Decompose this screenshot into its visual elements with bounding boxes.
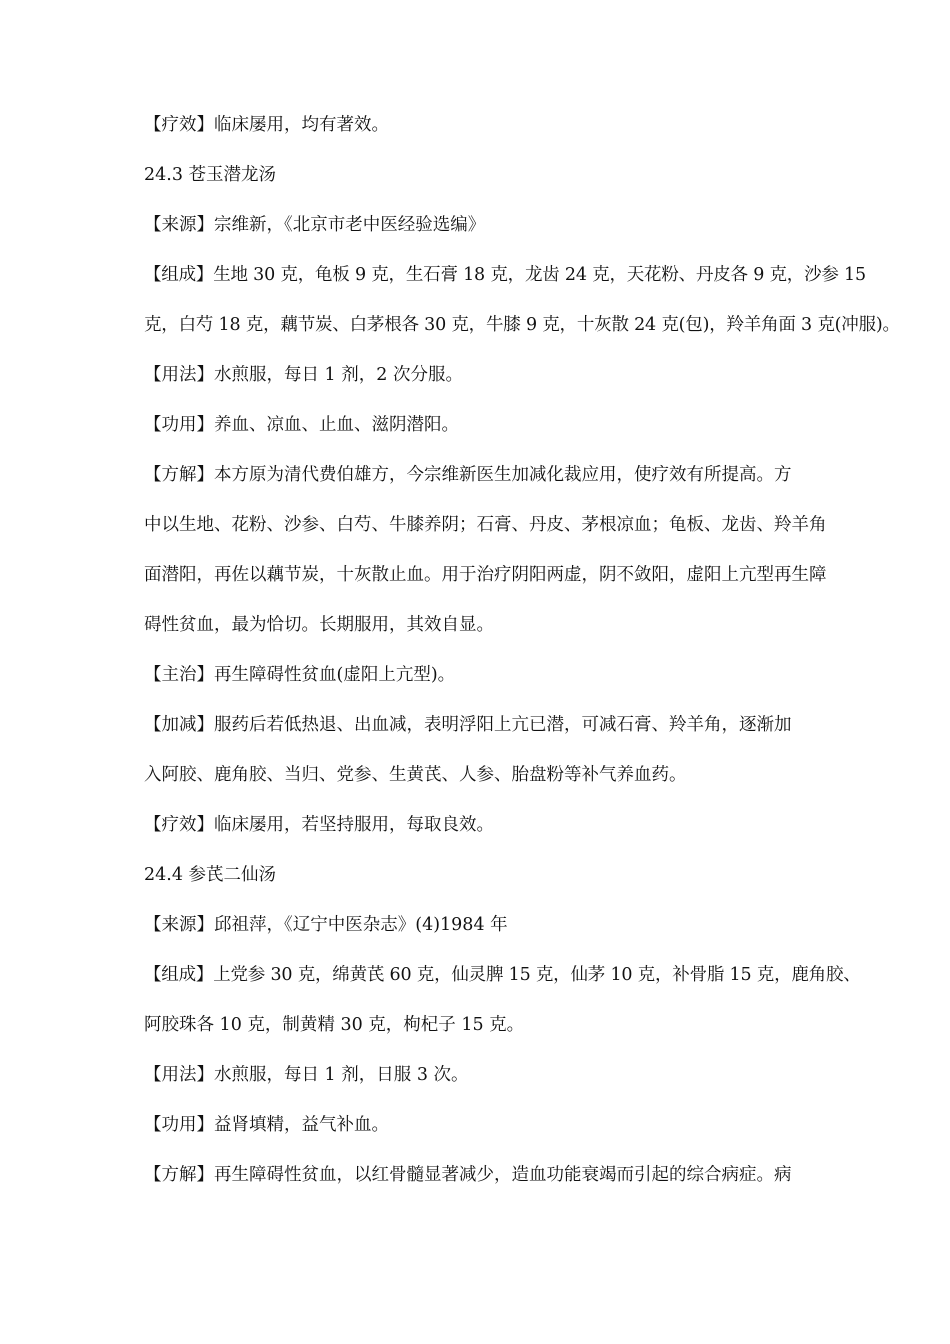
text-line: 【来源】邱祖萍，《辽宁中医杂志》(4)1984 年: [144, 915, 508, 935]
text-line: 【方解】再生障碍性贫血，以红骨髓显著减少，造血功能衰竭而引起的综合病症。病: [144, 1165, 792, 1185]
text-line: 中以生地、花粉、沙参、白芍、牛膝养阴；石膏、丹皮、茅根凉血；龟板、龙齿、羚羊角: [144, 515, 827, 535]
text-line: 【主治】再生障碍性贫血(虚阳上亢型)。: [144, 665, 456, 685]
text-line: 【组成】生地 30 克，龟板 9 克，生石膏 18 克，龙齿 24 克，天花粉、丹皮各 9 克，沙参 15: [144, 265, 866, 285]
text-line: 【用法】水煎服，每日 1 剂，2 次分服。: [144, 365, 463, 385]
text-line: 【功用】益肾填精，益气补血。: [144, 1115, 389, 1135]
text-line: 入阿胶、鹿角胶、当归、党参、生黄芪、人参、胎盘粉等补气养血药。: [144, 765, 687, 785]
document-page: [144, 108, 924, 1208]
text-line: 阿胶珠各 10 克，制黄精 30 克，枸杞子 15 克。: [144, 1015, 525, 1035]
text-line: 【加减】服药后若低热退、出血减，表明浮阳上亢已潜，可减石膏、羚羊角，逐渐加: [144, 715, 792, 735]
text-line: 【功用】养血、凉血、止血、滋阴潜阳。: [144, 415, 459, 435]
section-heading: 24.4 参芪二仙汤: [144, 865, 277, 885]
text-line: 【疗效】临床屡用，若坚持服用，每取良效。: [144, 815, 494, 835]
text-line: 【疗效】临床屡用，均有著效。: [144, 115, 389, 135]
text-line: 【组成】上党参 30 克，绵黄芪 60 克，仙灵脾 15 克，仙茅 10 克，补骨脂 15 克，鹿角胶、: [144, 965, 861, 985]
text-line: 面潜阳，再佐以藕节炭，十灰散止血。用于治疗阴阳两虚，阴不敛阳，虚阳上亢型再生障: [144, 565, 827, 585]
text-line: 【用法】水煎服，每日 1 剂，日服 3 次。: [144, 1065, 469, 1085]
text-line: 【方解】本方原为清代费伯雄方，今宗维新医生加减化裁应用，使疗效有所提高。方: [144, 465, 792, 485]
section-heading: 24.3 苍玉潜龙汤: [144, 165, 277, 185]
text-line: 碍性贫血，最为恰切。长期服用，其效自显。: [144, 615, 494, 635]
text-line: 【来源】宗维新，《北京市老中医经验选编》: [144, 215, 486, 235]
text-line: 克，白芍 18 克，藕节炭、白茅根各 30 克，牛膝 9 克，十灰散 24 克(包)，羚羊角面 3 克(冲服)。: [144, 315, 900, 335]
